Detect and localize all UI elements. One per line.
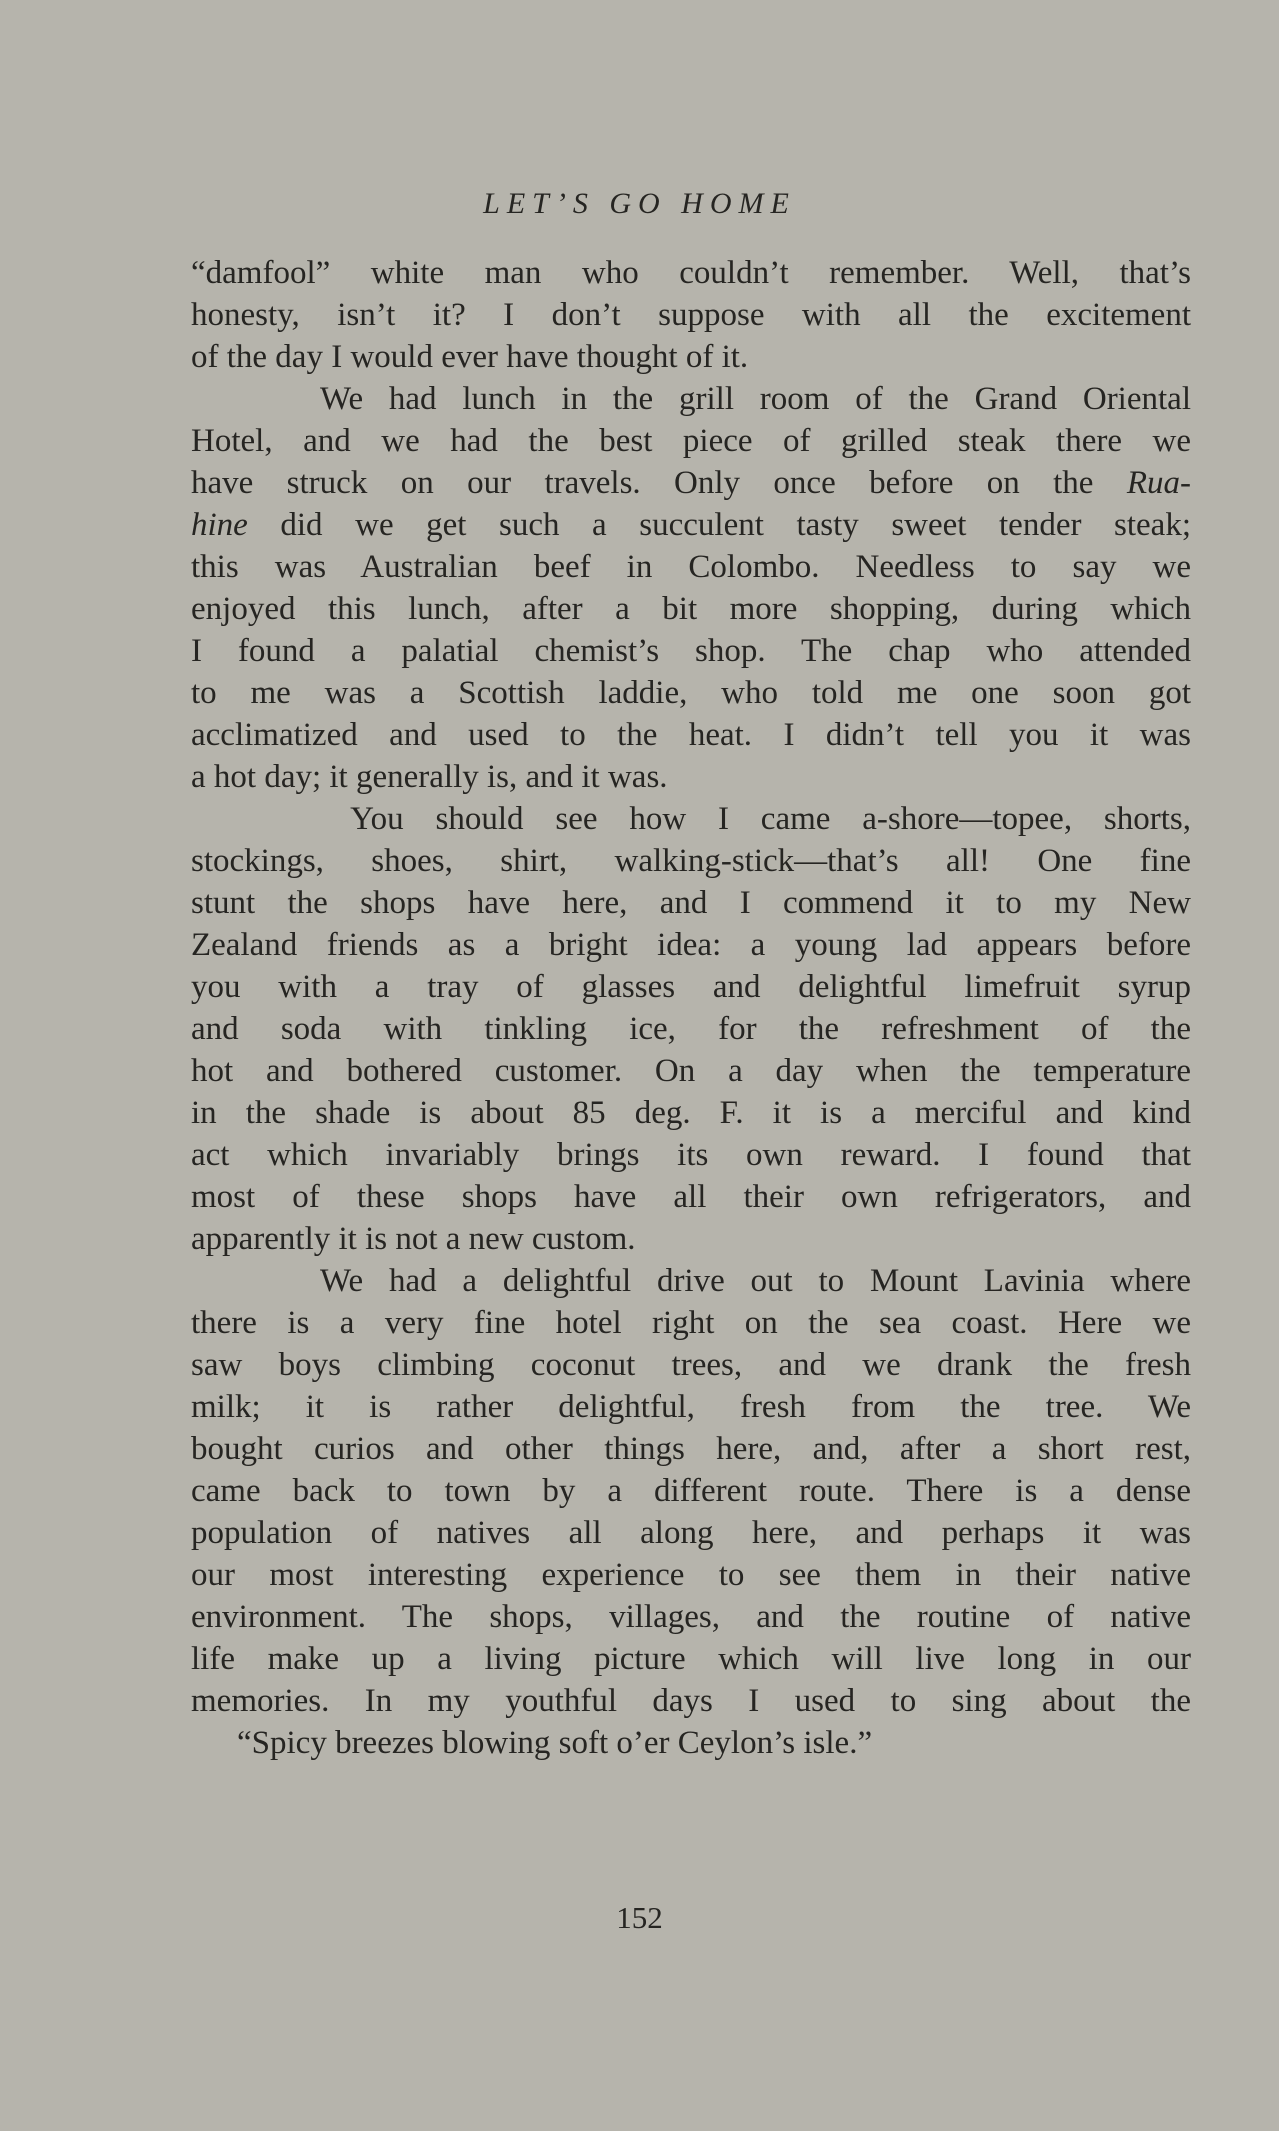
- text-line: act which invariably brings its own reward. I found that: [191, 1137, 1191, 1173]
- text-line: apparently it is not a new custom.: [191, 1221, 636, 1257]
- text-line: and soda with tinkling ice, for the refreshment of the: [191, 1011, 1191, 1047]
- text-line: to me was a Scottish laddie, who told me one soon got: [191, 675, 1191, 711]
- text-line: enjoyed this lunch, after a bit more shopping, during which: [191, 591, 1191, 627]
- text-line: in the shade is about 85 deg. F. it is a merciful and kind: [191, 1095, 1191, 1131]
- text-line: have struck on our travels. Only once before on the Rua-: [191, 465, 1191, 501]
- text-line: Zealand friends as a bright idea: a young lad appears before: [191, 927, 1191, 963]
- text-line: Hotel, and we had the best piece of grilled steak there we: [191, 423, 1191, 459]
- text-line: there is a very fine hotel right on the sea coast. Here we: [191, 1305, 1191, 1341]
- text-line: hine did we get such a succulent tasty sweet tender steak;: [191, 507, 1191, 543]
- text-line: came back to town by a different route. There is a dense: [191, 1473, 1191, 1509]
- text-line: you with a tray of glasses and delightful limefruit syrup: [191, 969, 1191, 1005]
- text-line: We had a delightful drive out to Mount Lavinia where: [191, 1263, 1191, 1299]
- running-head: LET’S GO HOME: [483, 187, 796, 220]
- text-line: honesty, isn’t it? I don’t suppose with all the excitement: [191, 297, 1191, 333]
- text-line: acclimatized and used to the heat. I didn’t tell you it was: [191, 717, 1191, 753]
- text-line: of the day I would ever have thought of it.: [191, 339, 749, 375]
- text-line: most of these shops have all their own refrigerators, and: [191, 1179, 1191, 1215]
- ship-name: hine: [191, 507, 248, 543]
- text-line: population of natives all along here, and perhaps it was: [191, 1515, 1191, 1551]
- text-line: stunt the shops have here, and I commend it to my New: [191, 885, 1191, 921]
- ship-name: Rua-: [1126, 465, 1191, 501]
- text-line: a hot day; it generally is, and it was.: [191, 759, 668, 795]
- text-line: saw boys climbing coconut trees, and we drank the fresh: [191, 1347, 1191, 1383]
- verse-quotation-line: “Spicy breezes blowing soft o’er Ceylon’s isle.”: [237, 1725, 873, 1761]
- text-line: stockings, shoes, shirt, walking-stick—that’s all! One fine: [191, 843, 1191, 879]
- page-number: 152: [616, 1900, 663, 1935]
- text-line: I found a palatial chemist’s shop. The chap who attended: [191, 633, 1191, 669]
- text-line: milk; it is rather delightful, fresh from the tree. We: [191, 1389, 1191, 1425]
- text-line: our most interesting experience to see them in their native: [191, 1557, 1191, 1593]
- text-line: We had lunch in the grill room of the Grand Oriental: [191, 381, 1191, 417]
- text-line: bought curios and other things here, and, after a short rest,: [191, 1431, 1191, 1467]
- text-line: “damfool” white man who couldn’t remember. Well, that’s: [191, 255, 1191, 291]
- text-line: this was Australian beef in Colombo. Needless to say we: [191, 549, 1191, 585]
- text-line: environment. The shops, villages, and the routine of native: [191, 1599, 1191, 1635]
- text-line: life make up a living picture which will live long in our: [191, 1641, 1191, 1677]
- text-line: memories. In my youthful days I used to sing about the: [191, 1683, 1191, 1719]
- text-line: You should see how I came a-shore—topee, shorts,: [191, 801, 1191, 837]
- text-line: hot and bothered customer. On a day when the temperature: [191, 1053, 1191, 1089]
- body-text: [191, 252, 1191, 1764]
